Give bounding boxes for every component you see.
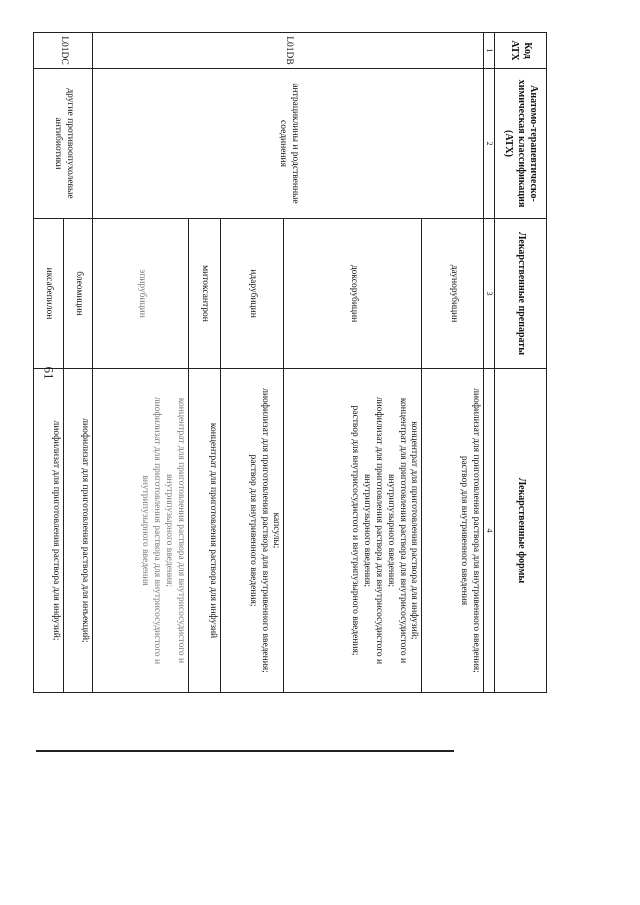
form-line: раствор для внутривенного введения <box>459 455 470 606</box>
column-number: 3 <box>484 219 495 369</box>
drug-name: идарубицин <box>220 219 284 369</box>
table-row <box>63 33 93 693</box>
header-row <box>495 33 547 693</box>
drug-name: доксорубицин <box>284 219 422 369</box>
horizontal-rule <box>36 750 454 753</box>
drug-forms <box>422 369 484 693</box>
column-number: 1 <box>484 33 495 69</box>
form-line: лиофилизат для приготовления раствора для внутривенного введения; <box>471 388 481 673</box>
atc-group: другие противоопухолевые антибиотики <box>34 69 93 219</box>
form-line: раствор для внутрисосудистого и внутрипузырного введения; <box>350 405 361 656</box>
drug-name: митоксантрон <box>188 219 220 369</box>
form-line: лиофилизат для приготовления раствора для инфузий; <box>50 420 61 641</box>
atc-code: L01DC <box>34 33 93 69</box>
form-line: концентрат для приготовления раствора для внутрисосудистого и внутрипузырного введения; <box>385 397 408 664</box>
rotated-table-frame <box>33 32 547 692</box>
form-line: раствор для внутривенного введения; <box>247 454 258 607</box>
drug-forms <box>188 369 220 693</box>
drug-forms <box>63 369 93 693</box>
column-number-row <box>484 33 495 693</box>
drug-forms <box>284 369 422 693</box>
form-line: концентрат для приготовления раствора для внутрисосудистого и внутрипузырного введения; <box>164 397 186 664</box>
atc-code: L01DB <box>93 33 484 69</box>
table-body <box>34 33 484 693</box>
form-line: концентрат для приготовления раствора для инфузий; <box>409 421 420 640</box>
drug-name: даунорубицин <box>422 219 484 369</box>
form-line: лиофилизат для приготовления раствора для внутривенного введения; <box>259 388 270 673</box>
header-forms: Лекарственные формы <box>495 369 547 693</box>
form-line: лиофилизат для приготовления раствора для внутрисосудистого и внутрипузырного введения <box>140 396 163 665</box>
drug-forms <box>34 366 64 693</box>
column-number: 2 <box>484 69 495 219</box>
table-row <box>422 33 484 693</box>
form-line: лиофилизат для приготовления раствора для внутрисосудистого и внутрипузырного введения; <box>361 396 384 665</box>
drug-name: блеомицин <box>63 219 93 369</box>
page-number: 61 <box>41 366 57 380</box>
form-line: капсулы; <box>271 512 282 549</box>
form-line: лиофилизат для приготовления раствора для инъекций; <box>80 418 91 643</box>
drug-forms <box>93 369 189 693</box>
drug-name: иксабепилон <box>34 219 64 369</box>
column-number: 4 <box>484 369 495 693</box>
atc-group: антрациклины и родственные соединения <box>93 69 484 219</box>
drug-forms <box>220 369 284 693</box>
atc-drug-table <box>33 32 547 693</box>
header-drugs: Лекарственные препараты <box>495 219 547 369</box>
table-container <box>33 32 547 692</box>
header-code: Код АТХ <box>495 33 547 69</box>
form-line: концентрат для приготовления раствора для инфузий <box>207 422 218 639</box>
drug-name: эпирубицин <box>93 219 189 369</box>
header-group: Анатомо-терапевтическо-химическая классификация (АТХ) <box>495 69 547 219</box>
